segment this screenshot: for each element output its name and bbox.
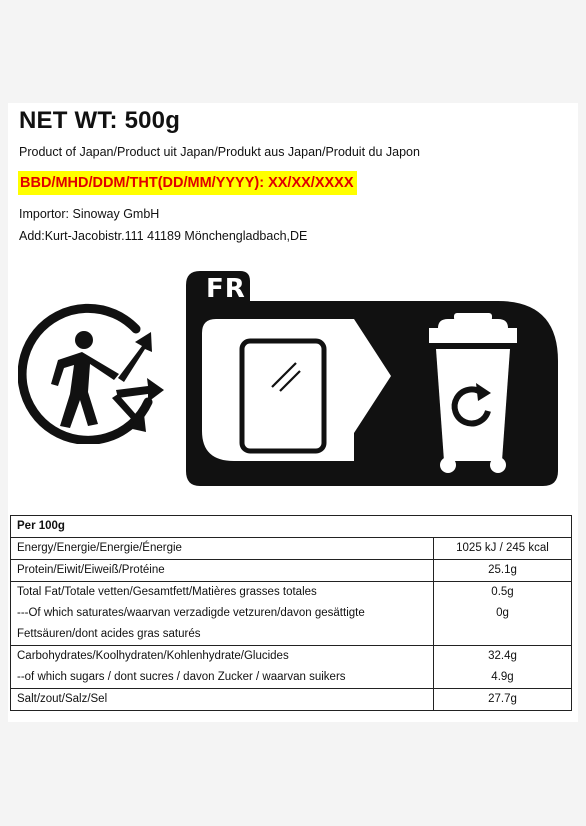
importer: Importor: Sinoway GmbH bbox=[19, 207, 160, 221]
fat-value: 0.5g bbox=[491, 586, 514, 598]
sugars-label: --of which sugars / dont sucres / davon Zucker / waarvan suikers bbox=[17, 671, 346, 683]
net-weight: NET WT: 500g bbox=[19, 107, 181, 134]
table-row bbox=[11, 582, 572, 646]
table-row bbox=[11, 560, 572, 582]
per-100g-header: Per 100g bbox=[17, 520, 65, 532]
importer-address: Add:Kurt-Jacobistr.111 41189 Mönchengladbach,DE bbox=[19, 229, 308, 243]
country-of-origin: Product of Japan/Product uit Japan/Produkt aus Japan/Produit du Japon bbox=[19, 145, 420, 159]
table-row bbox=[11, 538, 572, 560]
table-row bbox=[11, 646, 572, 689]
energy-label: Energy/Energie/Energie/Énergie bbox=[17, 542, 182, 554]
product-label bbox=[8, 103, 578, 722]
carbs-value: 32.4g bbox=[488, 650, 517, 662]
sugars-value: 4.9g bbox=[491, 671, 514, 683]
country-badge: FR bbox=[206, 274, 246, 304]
best-before-date: BBD/MHD/DDM/THT(DD/MM/YYYY): XX/XX/XXXX bbox=[18, 171, 357, 195]
saturates-value: 0g bbox=[496, 607, 509, 619]
saturates-label-cont: Fettsäuren/dont acides gras saturés bbox=[17, 628, 201, 640]
table-row bbox=[11, 689, 572, 711]
carbs-label: Carbohydrates/Koolhydraten/Kohlenhydrate/Glucides bbox=[17, 650, 289, 662]
protein-value: 25.1g bbox=[488, 564, 517, 576]
saturates-label: ---Of which saturates/waarvan verzadigde vetzuren/davon gesättigte bbox=[17, 607, 365, 619]
energy-value: 1025 kJ / 245 kcal bbox=[456, 542, 549, 554]
protein-label: Protein/Eiwit/Eiweiß/Protéine bbox=[17, 564, 165, 576]
triman-icon bbox=[18, 294, 168, 444]
table-row bbox=[11, 516, 572, 538]
salt-value: 27.7g bbox=[488, 693, 517, 705]
fat-label: Total Fat/Totale vetten/Gesamtfett/Matières grasses totales bbox=[17, 586, 317, 598]
nutrition-table bbox=[10, 515, 572, 711]
salt-label: Salt/zout/Salz/Sel bbox=[17, 693, 108, 705]
